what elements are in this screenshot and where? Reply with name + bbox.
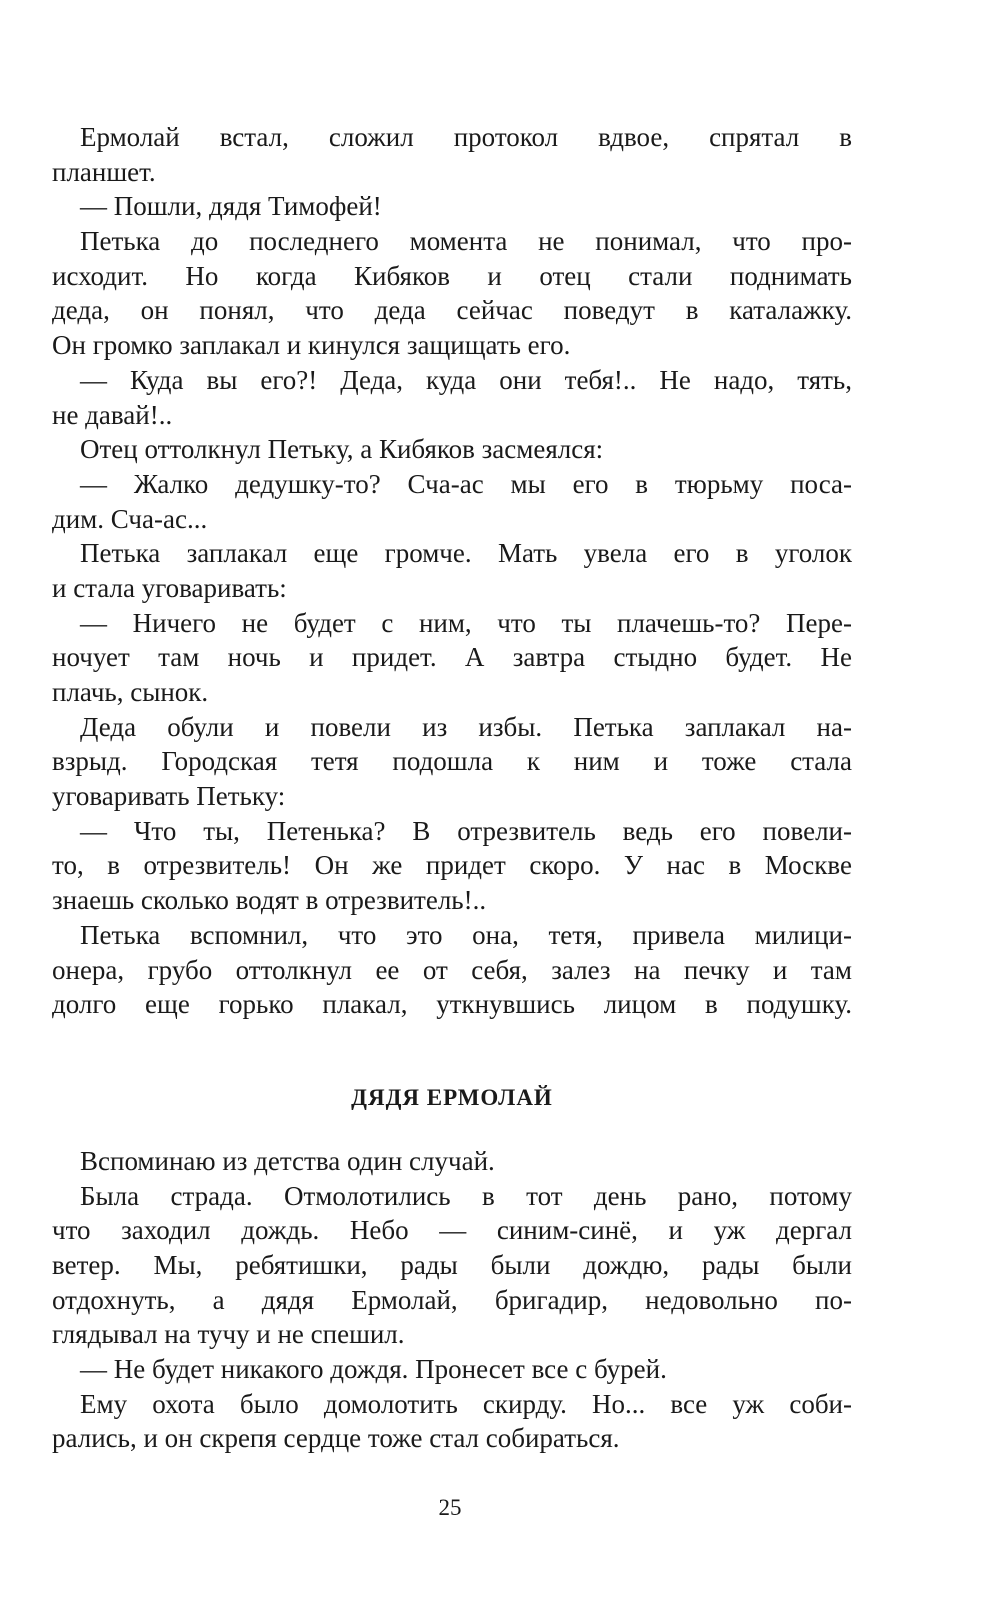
text-line: плачь, сынок. bbox=[52, 677, 209, 707]
text-line: Петька до последнего момента не понимал, что про- bbox=[80, 226, 852, 257]
text-line: деда, он понял, что деда сейчас поведут в каталажку. bbox=[52, 295, 852, 326]
text-line: что заходил дождь. Небо — синим-синё, и уж дергал bbox=[52, 1215, 852, 1246]
text-line: Ему охота было домолотить скирду. Но... все уж соби- bbox=[80, 1388, 852, 1419]
text-line: не давай!.. bbox=[52, 399, 173, 430]
text-line: и стала уговаривать: bbox=[52, 572, 287, 603]
text-line: Петька вспомнил, что это она, тетя, привела милици- bbox=[80, 919, 852, 950]
text-line: исходит. Но когда Кибяков и отец стали поднимать bbox=[52, 260, 852, 291]
section-gap bbox=[52, 1022, 852, 1078]
text-line: Он громко заплакал и кинулся защищать его. bbox=[52, 330, 571, 361]
text-line: Ермолай встал, сложил протокол вдвое, спрятал в bbox=[80, 122, 852, 152]
text-line: знаешь сколько водят в отрезвитель!.. bbox=[52, 885, 487, 916]
text-line: — Не будет никакого дождя. Пронесет все с бурей. bbox=[80, 1354, 667, 1384]
text-line: то, в отрезвитель! Он же придет скоро. У нас в Москве bbox=[52, 850, 852, 881]
text-line: планшет. bbox=[52, 156, 156, 187]
text-line: Деда обули и повели из избы. Петька заплакал на- bbox=[80, 711, 852, 742]
text-line: уговаривать Петьку: bbox=[52, 781, 286, 812]
text-line: рались, и он скрепя сердце тоже стал собираться. bbox=[52, 1423, 620, 1454]
text-line: дим. Сча-ас... bbox=[52, 503, 208, 534]
page-body bbox=[52, 120, 852, 1456]
text-line: Была страда. Отмолотились в тот день рано, потому bbox=[80, 1180, 852, 1211]
text-line: онера, грубо оттолкнул ее от себя, залез на печку и там bbox=[52, 954, 852, 985]
text-line: отдохнуть, а дядя Ермолай, бригадир, недовольно по- bbox=[52, 1284, 852, 1315]
text-line: — Пошли, дядя Тимофей! bbox=[80, 191, 382, 222]
text-line: Петька заплакал еще громче. Мать увела его в уголок bbox=[80, 538, 852, 569]
story-ending bbox=[52, 120, 852, 1022]
story-beginning bbox=[52, 1144, 852, 1456]
page-number: 25 bbox=[438, 1495, 462, 1520]
text-line: Вспоминаю из детства один случай. bbox=[80, 1145, 495, 1176]
text-line: Отец оттолкнул Петьку, а Кибяков засмеялся: bbox=[80, 434, 604, 465]
text-line: — Что ты, Петенька? В отрезвитель ведь его повели- bbox=[80, 815, 852, 846]
text-line: долго еще горько плакал, уткнувшись лицом в подушку. bbox=[52, 989, 852, 1020]
section-title: ДЯДЯ ЕРМОЛАЙ bbox=[351, 1084, 553, 1110]
text-line: ветер. Мы, ребятишки, рады были дождю, рады были bbox=[52, 1249, 852, 1280]
text-line: глядывал на тучу и не спешил. bbox=[52, 1319, 405, 1350]
text-line: — Ничего не будет с ним, что ты плачешь-то? Пере- bbox=[80, 607, 852, 638]
text-line: ночует там ночь и придет. А завтра стыдно будет. Не bbox=[52, 642, 852, 673]
text-line: взрыд. Городская тетя подошла к ним и тоже стала bbox=[52, 746, 852, 777]
text-line: — Жалко дедушку-то? Сча-ас мы его в тюрьму поса- bbox=[80, 468, 852, 499]
text-line: — Куда вы его?! Деда, куда они тебя!.. Не надо, тять, bbox=[80, 364, 852, 395]
